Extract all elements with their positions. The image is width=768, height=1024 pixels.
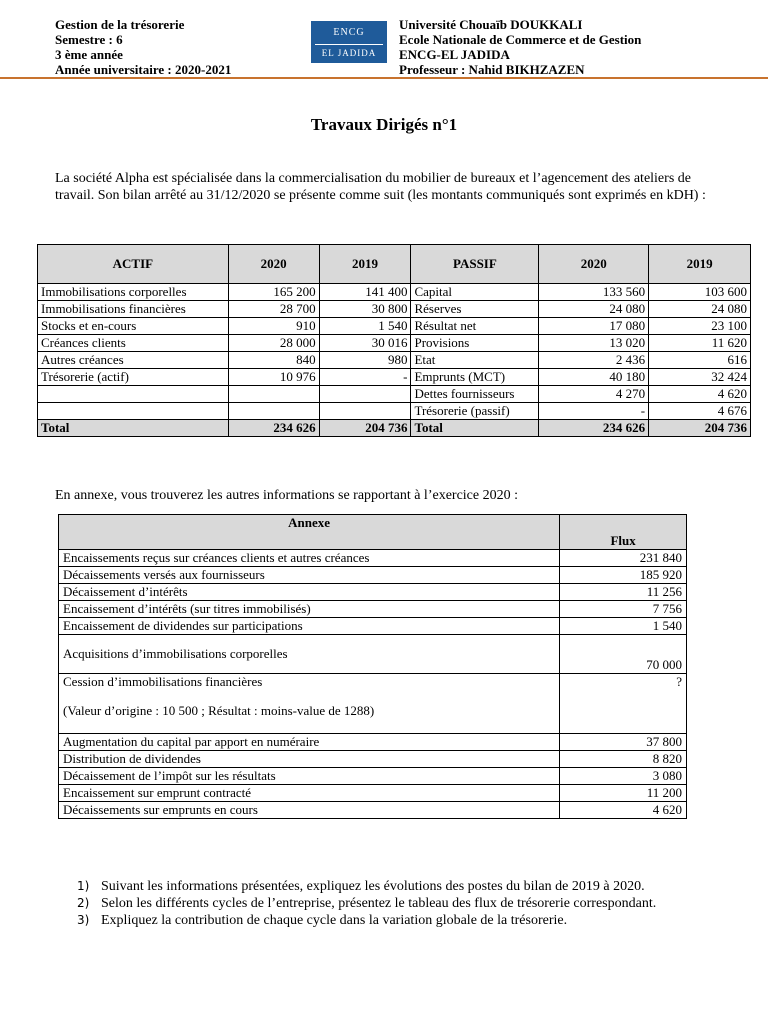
school-short: ENCG-EL JADIDA <box>399 47 510 62</box>
academic-year: Année universitaire : 2020-2021 <box>55 62 232 77</box>
semester: Semestre : 6 <box>55 32 123 47</box>
table-row <box>59 550 687 567</box>
actif-label: Autres créances <box>38 352 229 369</box>
passif-2020: 40 180 <box>539 369 649 386</box>
annexe-label: Décaissements versés aux fournisseurs <box>59 567 560 584</box>
page-title: Travaux Dirigés n°1 <box>310 115 458 134</box>
annexe-label: Encaissement d’intérêts (sur titres immobilisés) <box>59 601 560 618</box>
actif-2020: 10 976 <box>228 369 319 386</box>
passif-2020: 4 270 <box>539 386 649 403</box>
actif-label: Trésorerie (actif) <box>38 369 229 386</box>
actif-label: Immobilisations corporelles <box>38 284 229 301</box>
actif-2019: 141 400 <box>319 284 411 301</box>
passif-2019: 4 676 <box>649 403 751 420</box>
year-level: 3 ème année <box>55 47 123 62</box>
course-info <box>55 17 231 77</box>
header-passif-2019: 2019 <box>649 245 751 284</box>
passif-2020: 13 020 <box>539 335 649 352</box>
intro-paragraph: La société Alpha est spécialisée dans la commercialisation du mobilier de bureaux et l’agencement des ateliers de travail. Son bilan arrêté au 31/12/2020 se présente comme suit (les montants communiqués sont exprimés en kDH) : <box>55 171 706 203</box>
actif-2019: 980 <box>319 352 411 369</box>
total-actif-label: Total <box>38 420 229 437</box>
annexe-value: 1 540 <box>560 618 687 635</box>
passif-2020: 17 080 <box>539 318 649 335</box>
annexe-value: 11 256 <box>560 584 687 601</box>
logo-text-encg: ENCG <box>333 27 365 38</box>
university-name: Université Chouaïb DOUKKALI <box>399 17 583 32</box>
total-passif-2019: 204 736 <box>649 420 751 437</box>
annexe-value: 231 840 <box>560 550 687 567</box>
actif-2020 <box>228 386 319 403</box>
institution-info <box>399 17 641 77</box>
table-row <box>59 618 687 635</box>
annexe-value: 4 620 <box>560 802 687 819</box>
annexe-value: 8 820 <box>560 751 687 768</box>
table-row <box>38 335 751 352</box>
annexe-label: Cession d’immobilisations financières <box>63 674 263 689</box>
actif-2020: 165 200 <box>228 284 319 301</box>
annexe-value: 37 800 <box>560 734 687 751</box>
passif-label: Trésorerie (passif) <box>411 403 539 420</box>
total-passif-2020: 234 626 <box>539 420 649 437</box>
annexe-label-cell <box>59 674 560 734</box>
table-row <box>38 318 751 335</box>
actif-label: Immobilisations financières <box>38 301 229 318</box>
passif-2020: 24 080 <box>539 301 649 318</box>
table-row <box>38 369 751 386</box>
annexe-value: 11 200 <box>560 785 687 802</box>
annexe-label: Décaissement de l’impôt sur les résultats <box>59 768 560 785</box>
actif-2019: 30 016 <box>319 335 411 352</box>
table-header-row <box>59 515 687 550</box>
header-flux: Flux <box>560 515 687 550</box>
question-text: Suivant les informations présentées, expliquez les évolutions des postes du bilan de 2019 à 2020. <box>101 879 645 894</box>
header-annexe: Annexe <box>59 515 560 550</box>
passif-2019: 32 424 <box>649 369 751 386</box>
annexe-intro: En annexe, vous trouverez les autres informations se rapportant à l’exercice 2020 : <box>55 488 518 503</box>
course-title: Gestion de la trésorerie <box>55 17 185 32</box>
total-row <box>38 420 751 437</box>
passif-label: Résultat net <box>411 318 539 335</box>
passif-label: Etat <box>411 352 539 369</box>
passif-2019: 4 620 <box>649 386 751 403</box>
total-passif-label: Total <box>411 420 539 437</box>
annexe-label: Décaissement d’intérêts <box>59 584 560 601</box>
header-passif-2020: 2020 <box>539 245 649 284</box>
annexe-value: 70 000 <box>560 635 687 674</box>
school-name: Ecole Nationale de Commerce et de Gestion <box>399 32 642 47</box>
total-actif-2019: 204 736 <box>319 420 411 437</box>
passif-2019: 23 100 <box>649 318 751 335</box>
table-row <box>59 802 687 819</box>
annexe-label: Encaissements reçus sur créances clients et autres créances <box>59 550 560 567</box>
table-row <box>59 567 687 584</box>
actif-label: Créances clients <box>38 335 229 352</box>
table-row <box>38 386 751 403</box>
table-row <box>38 403 751 420</box>
annexe-value: 7 756 <box>560 601 687 618</box>
question-number: 3) <box>77 913 90 927</box>
passif-2020: 2 436 <box>539 352 649 369</box>
actif-2020 <box>228 403 319 420</box>
question-text: Selon les différents cycles de l’entreprise, présentez le tableau des flux de trésorerie correspondant. <box>101 896 657 911</box>
annexe-note: (Valeur d’origine : 10 500 ; Résultat : moins-value de 1288) <box>63 703 375 718</box>
passif-label: Emprunts (MCT) <box>411 369 539 386</box>
annexe-value: 3 080 <box>560 768 687 785</box>
actif-2019: - <box>319 369 411 386</box>
passif-2019: 11 620 <box>649 335 751 352</box>
actif-label <box>38 403 229 420</box>
questions-list <box>77 878 656 929</box>
actif-2020: 28 700 <box>228 301 319 318</box>
header-actif: ACTIF <box>38 245 229 284</box>
table-row <box>59 751 687 768</box>
balance-sheet-table <box>37 244 751 437</box>
table-row <box>59 601 687 618</box>
table-header-row <box>38 245 751 284</box>
table-row <box>38 352 751 369</box>
logo-text-city: EL JADIDA <box>321 48 377 58</box>
header-passif: PASSIF <box>411 245 539 284</box>
table-row <box>59 635 687 674</box>
professor: Professeur : Nahid BIKHZAZEN <box>399 62 585 77</box>
annexe-value: 185 920 <box>560 567 687 584</box>
passif-label: Provisions <box>411 335 539 352</box>
passif-label: Réserves <box>411 301 539 318</box>
header-divider <box>0 77 768 79</box>
actif-2020: 840 <box>228 352 319 369</box>
total-actif-2020: 234 626 <box>228 420 319 437</box>
table-row <box>59 734 687 751</box>
annexe-label: Distribution de dividendes <box>59 751 560 768</box>
annexe-value: ? <box>560 674 687 734</box>
actif-2020: 910 <box>228 318 319 335</box>
table-row <box>59 768 687 785</box>
question-number: 2) <box>77 896 90 910</box>
annexe-table <box>58 514 687 819</box>
table-row <box>59 584 687 601</box>
actif-2019 <box>319 403 411 420</box>
actif-2019: 1 540 <box>319 318 411 335</box>
actif-2019: 30 800 <box>319 301 411 318</box>
passif-2019: 24 080 <box>649 301 751 318</box>
passif-2020: 133 560 <box>539 284 649 301</box>
annexe-label: Encaissement sur emprunt contracté <box>59 785 560 802</box>
annexe-label: Décaissements sur emprunts en cours <box>59 802 560 819</box>
table-row <box>59 785 687 802</box>
header-actif-2020: 2020 <box>228 245 319 284</box>
table-row <box>59 674 687 734</box>
actif-2019 <box>319 386 411 403</box>
table-row <box>38 284 751 301</box>
question-item <box>77 895 656 912</box>
passif-2020: - <box>539 403 649 420</box>
question-item <box>77 912 656 929</box>
question-text: Expliquez la contribution de chaque cycle dans la variation globale de la trésorerie. <box>101 913 568 928</box>
encg-logo <box>311 21 387 63</box>
question-number: 1) <box>77 879 90 893</box>
table-row <box>38 301 751 318</box>
passif-2019: 103 600 <box>649 284 751 301</box>
passif-2019: 616 <box>649 352 751 369</box>
annexe-label: Encaissement de dividendes sur participations <box>59 618 560 635</box>
passif-label: Capital <box>411 284 539 301</box>
annexe-label: Acquisitions d’immobilisations corporelles <box>59 635 560 674</box>
actif-label: Stocks et en-cours <box>38 318 229 335</box>
actif-2020: 28 000 <box>228 335 319 352</box>
header-actif-2019: 2019 <box>319 245 411 284</box>
passif-label: Dettes fournisseurs <box>411 386 539 403</box>
actif-label <box>38 386 229 403</box>
question-item <box>77 878 656 895</box>
logo-divider <box>315 44 383 45</box>
annexe-label: Augmentation du capital par apport en numéraire <box>59 734 560 751</box>
